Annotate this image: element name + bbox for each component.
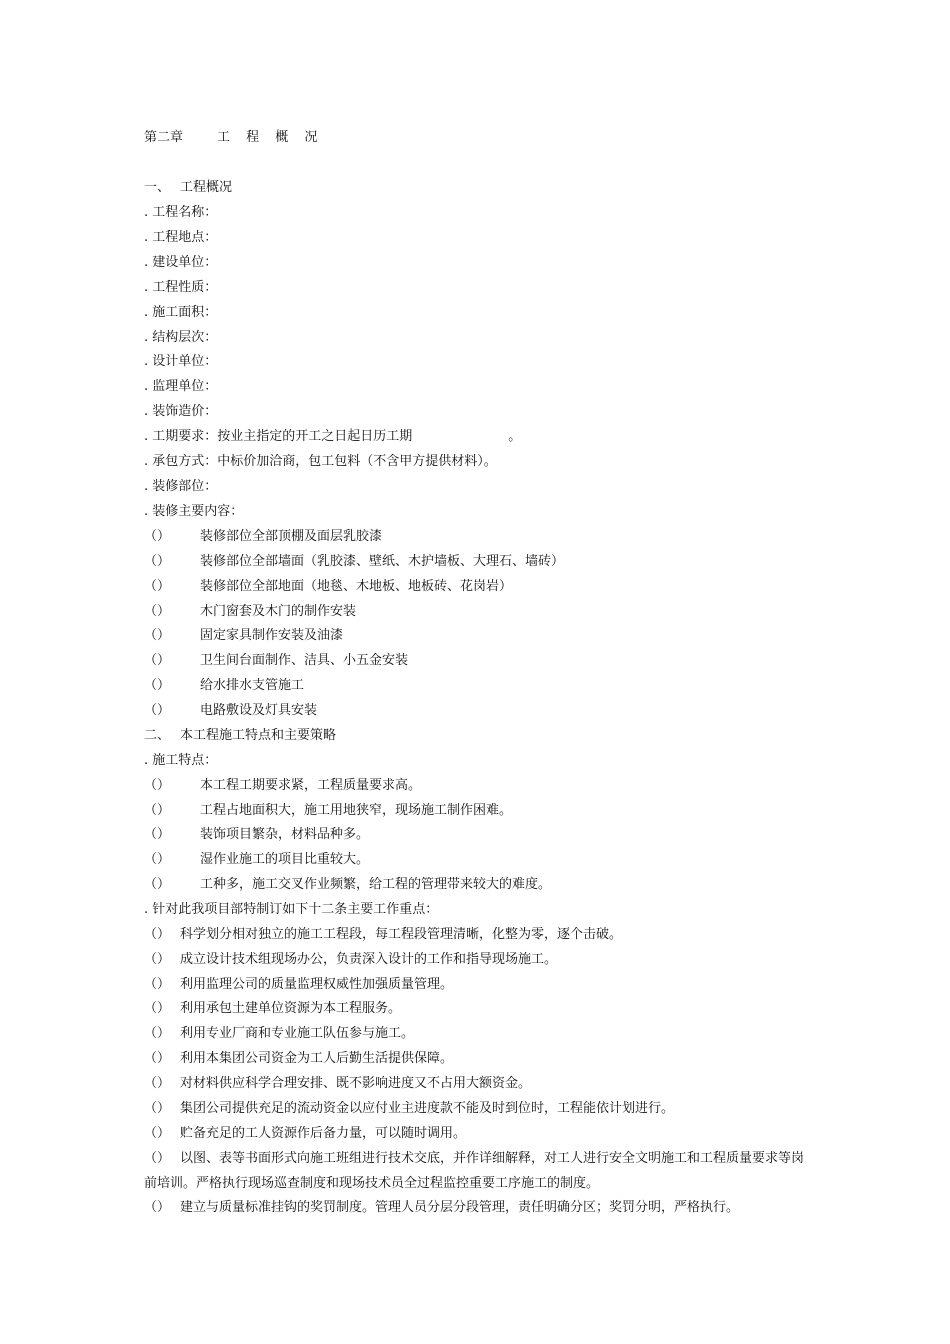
feature-item: （） 本工程工期要求紧，工程质量要求高。	[144, 778, 422, 793]
section-1-heading	[144, 179, 232, 197]
field-decoration-cost: . 装饰造价：	[144, 404, 218, 419]
section-1-number: 一、	[144, 180, 171, 195]
measures-label: . 针对此我项目部特制订如下十二条主要工作重点：	[144, 902, 439, 917]
chapter-title: 工 程 概 况	[217, 130, 324, 145]
field-period	[144, 428, 521, 446]
measure-item: （） 贮备充足的工人资源作后备力量，可以随时调用。	[144, 1126, 467, 1141]
field-owner: . 建设单位：	[144, 255, 218, 270]
measure-item: （） 建立与质量标准挂钩的奖罚制度。管理人员分层分段管理，责任明确分区；奖罚分明，严格执行。	[144, 1200, 740, 1215]
feature-item: （） 湿作业施工的项目比重较大。	[144, 852, 370, 867]
content-item: （） 装修部位全部地面（地毯、木地板、地板砖、花岗岩）	[144, 579, 513, 594]
content-item: （） 卫生间台面制作、洁具、小五金安装	[144, 653, 409, 668]
field-contract: . 承包方式：中标价加洽商，包工包料（不含甲方提供材料）。	[144, 454, 497, 469]
chapter-heading	[144, 129, 323, 147]
field-design-unit: . 设计单位：	[144, 354, 218, 369]
field-decoration-part: . 装修部位：	[144, 479, 218, 494]
feature-item: （） 工程占地面积大，施工用地狭窄，现场施工制作困难。	[144, 803, 513, 818]
content-item: （） 电路敷设及灯具安装	[144, 703, 318, 718]
measure-item: （） 对材料供应科学合理安排、既不影响进度又不占用大额资金。	[144, 1076, 532, 1091]
section-2-heading	[144, 727, 336, 745]
field-supervision-unit: . 监理单位：	[144, 379, 218, 394]
features-label: . 施工特点：	[144, 753, 218, 768]
field-project-nature: . 工程性质：	[144, 280, 218, 295]
section-1-title: 工程概况	[180, 180, 233, 195]
field-project-location: . 工程地点：	[144, 230, 218, 245]
measure-item: （） 科学划分相对独立的施工工程段，每工程段管理清晰，化整为零，逐个击破。	[144, 927, 623, 942]
feature-item: （） 工种多，施工交叉作业频繁，给工程的管理带来较大的难度。	[144, 877, 552, 892]
feature-item: （） 装饰项目繁杂，材料品种多。	[144, 827, 370, 842]
content-item: （） 给水排水支管施工	[144, 678, 305, 693]
period-label: . 工期要求：按业主指定的开工之日起日历工期	[144, 429, 413, 444]
measure-item: （） 成立设计技术组现场办公，负责深入设计的工作和指导现场施工。	[144, 952, 558, 967]
measure-item: （） 利用专业厂商和专业施工队伍参与施工。	[144, 1026, 415, 1041]
section-2-number: 二、	[144, 728, 171, 743]
measure-item: （） 利用监理公司的质量监理权威性加强质量管理。	[144, 977, 454, 992]
measure-item: （） 利用本集团公司资金为工人后勤生活提供保障。	[144, 1051, 454, 1066]
field-content-label: . 装修主要内容：	[144, 504, 244, 519]
field-construction-area: . 施工面积：	[144, 305, 218, 320]
content-item: （） 装修部位全部顶棚及面层乳胶漆	[144, 529, 383, 544]
field-structure-floors: . 结构层次：	[144, 330, 218, 345]
content-item: （） 固定家具制作安装及油漆	[144, 628, 344, 643]
measure-item: （） 利用承包土建单位资源为本工程服务。	[144, 1001, 402, 1016]
section-2-title: 本工程施工特点和主要策略	[180, 728, 337, 743]
chapter-label: 第二章	[144, 130, 184, 145]
period-end: 。	[508, 429, 522, 444]
measure-item: （） 集团公司提供充足的流动资金以应付业主进度款不能及时到位时，工程能依计划进行。	[144, 1101, 675, 1116]
field-project-name: . 工程名称：	[144, 205, 218, 220]
measure-item-wrapped: （） 以图、表等书面形式向施工班组进行技术交底，并作详细解释，对工人进行安全文明施工和工程质量要求等岗前培训。严格执行现场巡查制度和现场技术员全过程监控重要工序施工的制度。	[144, 1151, 805, 1191]
content-item: （） 木门窗套及木门的制作安装	[144, 604, 357, 619]
content-item: （） 装修部位全部墙面（乳胶漆、壁纸、木护墙板、大理石、墙砖）	[144, 554, 565, 569]
